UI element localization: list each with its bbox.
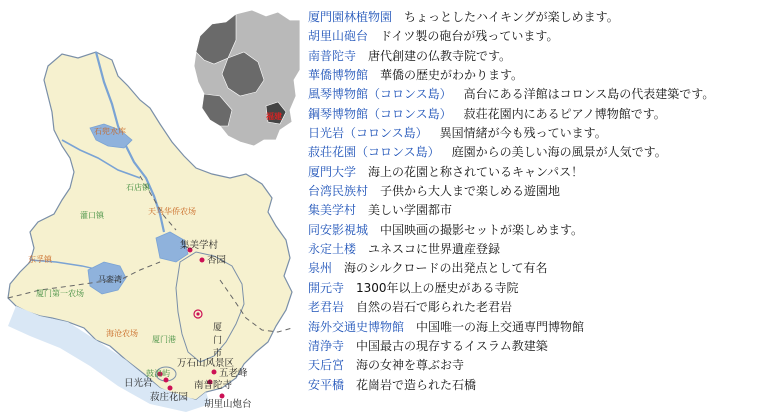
poi-description: 自然の岩石で彫られた老君岩: [356, 300, 513, 315]
poi-description: 子供から大人まで楽しめる遊園地: [380, 184, 561, 199]
poi-list: [308, 8, 758, 395]
label-shuzhuang: 菽庄花园: [150, 392, 189, 403]
label-hulishan: 胡里山炮台: [204, 399, 252, 410]
poi-item: [308, 221, 758, 240]
poi-item: [308, 279, 758, 298]
poi-name[interactable]: 日光岩（コロンス島）: [308, 126, 428, 141]
poi-description: 1300年以上の歴史がある寺院: [356, 280, 519, 295]
poi-name[interactable]: 厦門大学: [308, 164, 357, 179]
poi-name[interactable]: 泉州: [308, 261, 333, 276]
poi-item: [308, 124, 758, 143]
poi-description: 海の女神を尊ぶお寺: [356, 358, 465, 373]
label-haicang: 海沧农场: [106, 329, 138, 338]
poi-description: 華僑の歴史がわかります。: [380, 68, 524, 83]
poi-name[interactable]: 安平橋: [308, 377, 345, 392]
label-first-farm: 厦门第一农场: [36, 289, 84, 298]
poi-item: [308, 8, 758, 27]
label-maluan: 马銮湾: [98, 275, 122, 284]
label-shidou: 石兜水库: [94, 127, 126, 136]
label-riguangyan: 日光岩: [124, 378, 153, 389]
poi-description: ユネスコに世界遺産登録: [368, 242, 501, 257]
poi-item: [308, 259, 758, 278]
poi-description: 海上の花園と称されているキャンパス！: [368, 164, 584, 179]
marker-wulaofeng: [212, 370, 217, 375]
poi-item: [308, 201, 758, 220]
poi-description: 中国唯一の海上交通専門博物館: [416, 319, 585, 334]
poi-item: [308, 66, 758, 85]
poi-description: 中国映画の撮影セットが楽しめます。: [380, 222, 584, 237]
poi-name[interactable]: 清浄寺: [308, 338, 345, 353]
poi-item: [308, 376, 758, 395]
poi-item: [308, 47, 758, 66]
label-guankou: 灌口镇: [80, 211, 104, 220]
poi-description: ちょっとしたハイキングが楽しめます。: [404, 10, 619, 24]
poi-name[interactable]: 開元寺: [308, 280, 345, 295]
xiamen-city-marker-dot: [196, 312, 199, 315]
poi-item: [308, 182, 758, 201]
poi-name[interactable]: 風琴博物館（コロンス島）: [308, 87, 452, 102]
poi-description: 異国情緒が今も残っています。: [439, 126, 607, 141]
label-xiamen-city: 厦门市: [211, 322, 221, 361]
marker-shuzhuang: [168, 386, 173, 391]
poi-name[interactable]: 台湾民族村: [308, 184, 369, 199]
label-tianma: 天马华侨农场: [148, 207, 196, 216]
xiamen-map: [0, 0, 300, 419]
poi-name[interactable]: 菽荘花園（コロンス島）: [308, 145, 440, 160]
label-gulangyu: 鼓浪屿: [146, 369, 170, 378]
poi-item: [308, 337, 758, 356]
label-xingyuan: 杏园: [207, 255, 227, 266]
label-jimei-school: 集美学村: [180, 240, 219, 251]
poi-item: [308, 143, 758, 162]
poi-item: [308, 318, 758, 337]
poi-description: 庭園からの美しい海の風景が人気です。: [451, 145, 667, 160]
poi-name[interactable]: 海外交通史博物館: [308, 319, 405, 334]
poi-item: [308, 298, 758, 317]
poi-description: 中国最古の現存するイスラム教建築: [356, 338, 548, 353]
poi-item: [308, 27, 758, 46]
poi-item: [308, 240, 758, 259]
poi-description: 美しい学園都市: [368, 203, 453, 218]
poi-name[interactable]: 華僑博物館: [308, 68, 369, 83]
poi-name[interactable]: 老君岩: [308, 300, 345, 315]
label-wanshishan: 万石山风景区: [177, 358, 235, 369]
label-shidian: 石店镇: [126, 183, 150, 192]
poi-name[interactable]: 集美学村: [308, 203, 357, 218]
poi-description: 花崗岩で造られた石橋: [356, 377, 477, 392]
marker-xingyuan: [200, 258, 205, 263]
label-fujian: 福建: [266, 112, 282, 121]
poi-description: 唐代創建の仏教寺院です。: [368, 48, 512, 63]
poi-description: ドイツ製の砲台が残っています。: [380, 29, 559, 44]
poi-name[interactable]: 胡里山砲台: [308, 29, 369, 44]
poi-item: [308, 85, 758, 104]
poi-item: [308, 163, 758, 182]
label-port: 厦门港: [152, 335, 176, 344]
marker-hulishan: [220, 394, 225, 399]
poi-item: [308, 356, 758, 375]
marker-riguangyan: [164, 378, 169, 383]
poi-name[interactable]: 同安影視城: [308, 222, 369, 237]
poi-name[interactable]: 天后宮: [308, 358, 345, 373]
label-nanputuo: 南普陀寺: [194, 380, 233, 391]
poi-name[interactable]: 永定土楼: [308, 242, 357, 257]
label-wulaofeng: 五老峰: [219, 368, 248, 379]
label-dongfu: 东孚镇: [28, 255, 52, 264]
poi-name[interactable]: 鋼琴博物館（コロンス島）: [308, 106, 452, 121]
poi-description: 高台にある洋館はコロンス島の代表建築です。: [463, 87, 715, 102]
poi-description: 菽荘花園内にあるピアノ博物館です。: [463, 106, 666, 121]
poi-item: [308, 105, 758, 124]
poi-name[interactable]: 南普陀寺: [308, 48, 357, 63]
poi-name[interactable]: 厦門園林植物園: [308, 10, 393, 24]
poi-description: 海のシルクロードの出発点として有名: [344, 261, 548, 276]
